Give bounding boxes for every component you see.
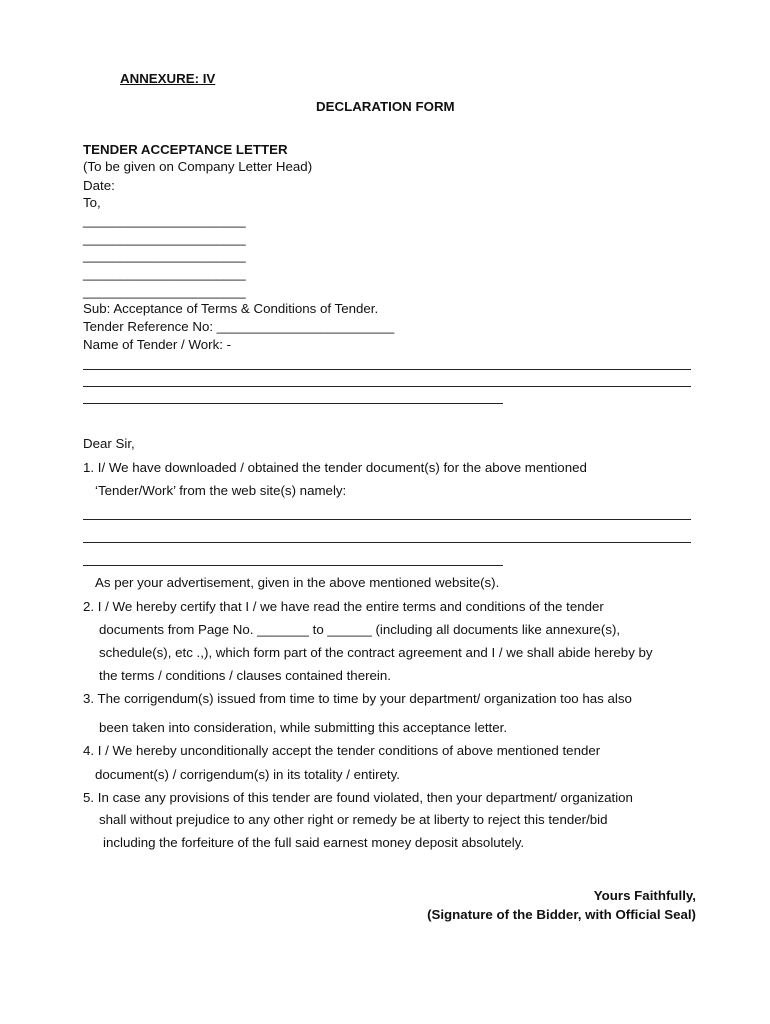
annexure-label: ANNEXURE: IV xyxy=(120,71,216,86)
paragraph-line: including the forfeiture of the full said earnest money deposit absolutely. xyxy=(103,835,525,850)
paragraph-line: documents from Page No. _______ to ______ (including all documents like annexure(s), xyxy=(99,622,621,637)
paragraph-line: 3. The corrigendum(s) issued from time to time by your department/ organization too has also xyxy=(83,691,632,706)
paragraph-line: ‘Tender/Work’ from the web site(s) namely: xyxy=(95,483,347,498)
tender-reference: Tender Reference No: ________________________ xyxy=(83,319,395,334)
salutation: Dear Sir, xyxy=(83,436,135,451)
paragraph-line: shall without prejudice to any other right or remedy be at liberty to reject this tender/bid xyxy=(99,812,608,827)
paragraph-line: 2. I / We hereby certify that I / we have read the entire terms and conditions of the tender xyxy=(83,599,604,614)
paragraph-line: 5. In case any provisions of this tender are found violated, then your department/ organization xyxy=(83,790,633,805)
address-blank: ______________________ xyxy=(83,248,246,263)
form-title: DECLARATION FORM xyxy=(316,99,455,114)
blank-line xyxy=(83,386,691,387)
address-blank: ______________________ xyxy=(83,231,246,246)
paragraph-line: As per your advertisement, given in the above mentioned website(s). xyxy=(95,575,500,590)
paragraph-line: the terms / conditions / clauses contained therein. xyxy=(99,668,391,683)
paragraph-line: been taken into consideration, while submitting this acceptance letter. xyxy=(99,720,508,735)
address-blank: ______________________ xyxy=(83,213,246,228)
blank-line xyxy=(83,542,691,543)
signature-line: (Signature of the Bidder, with Official Seal) xyxy=(427,907,696,922)
letter-title: TENDER ACCEPTANCE LETTER xyxy=(83,142,288,157)
address-blank: ______________________ xyxy=(83,266,246,281)
letterhead-note: (To be given on Company Letter Head) xyxy=(83,159,313,174)
subject-line: Sub: Acceptance of Terms & Conditions of Tender. xyxy=(83,301,379,316)
paragraph-line: document(s) / corrigendum(s) in its totality / entirety. xyxy=(95,767,400,782)
tender-name-label: Name of Tender / Work: - xyxy=(83,337,232,352)
to-label: To, xyxy=(83,195,101,210)
closing-line: Yours Faithfully, xyxy=(593,888,696,903)
paragraph-line: schedule(s), etc .,), which form part of the contract agreement and I / we shall abide hereby by xyxy=(99,645,653,660)
paragraph-line: 1. I/ We have downloaded / obtained the tender document(s) for the above mentioned xyxy=(83,460,587,475)
paragraph-line: 4. I / We hereby unconditionally accept the tender conditions of above mentioned tender xyxy=(83,743,601,758)
blank-line xyxy=(83,565,503,566)
date-label: Date: xyxy=(83,178,115,193)
blank-line xyxy=(83,369,691,370)
blank-line xyxy=(83,519,691,520)
blank-line xyxy=(83,403,503,404)
address-blank: ______________________ xyxy=(83,284,246,299)
